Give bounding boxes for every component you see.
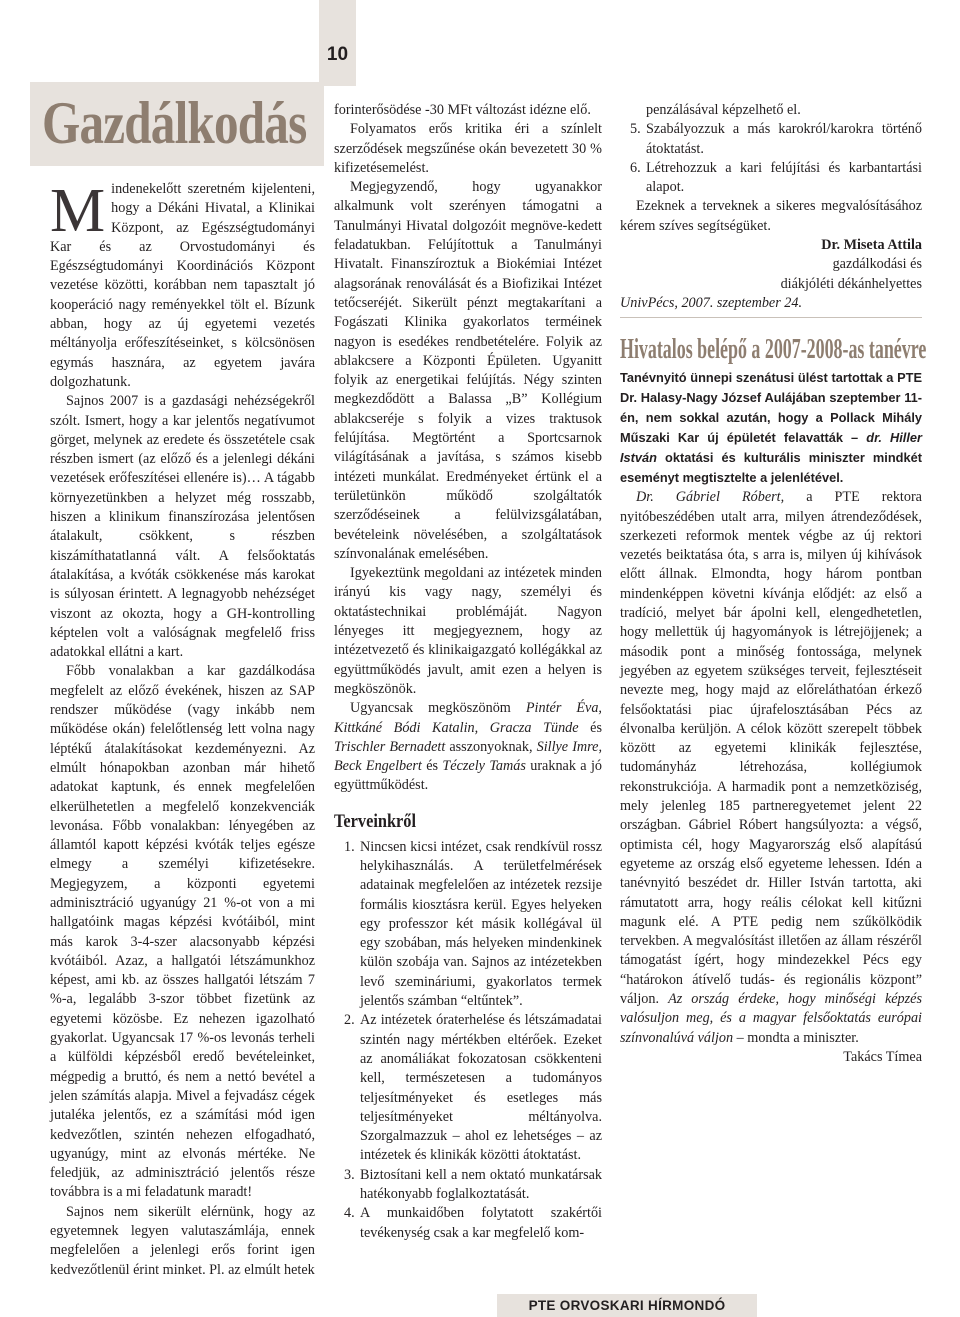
acknowledgement-paragraph: Ugyancsak megköszönöm Pintér Éva, Kittkáné Bódi Katalin, Gracza Tünde és Trischler Bernadett asszonyoknak, Sillye Imre, Beck Engelbert és Téczely Tamás uraknak a jó együttműködést. (334, 700, 602, 794)
article-dateline: UnivPécs, 2007. szeptember 24. (620, 294, 803, 311)
closing-paragraph: Ezeknek a terveknek a sikeres megvalósításához kérem szíves segítségüket. (620, 198, 922, 234)
section-title-box (30, 82, 324, 166)
intro-paragraph: Mindenekelőtt szeretném kijelenteni, hogy a Dékáni Hivatal, a Klinikai Központ, az Egészségtudományi Kar és az Orvostudományi és Egészségtudományi Koordinációs Központ vezetése közötti, korábban nem tapasztalt jó kooperáció nagy reményekkel tölt el. Bízunk abban, hogy az új egyetemi vezetés méltányolja erőfeszítéseinket, s kölcsönösen egymás hasznára, az egyetem javára dolgozhatunk. (50, 177, 315, 390)
plan-item: 5. Szabályozzuk a más karokról/karokra történő átoktatást. (630, 121, 922, 157)
plans-heading: Terveinkről (334, 810, 417, 832)
plan-item: 6. Létrehozzuk a kari felújítási és karbantartási alapot. (630, 159, 922, 196)
paragraph: Megjegyzendő, hogy ugyanakkor alkalmunk volt szerényen támogatni a Tanulmányi Hivatal dolgozóit megnöve-kedett feladatukban. Felújítottuk a Tanulmányi Hivatalt. Finanszíroztuk a Biokémiai Intézet alagsorának renoválását és a Biofizikai Intézet tetőcseréjét. Sikerült pénzt megtakarítani a Fogászati Klinika gyakorlatos terméinek nagyon is esedékes rendbetételére. Folyik az ablakcsere a Központi Épületen. Ugyanitt folyik az energetikai felújítás. Négy szinten megkezdődött a Balassa „B” Kollégium ablakcseréje s folyik a vizes traktusok felújítása. Megtörtént a Sportcsarnok világításának a javítása, s számos kisebb intézeti munkálat. Eredményeket értünk el a területünkön működő szolgáltatók szerződéseinek a felülvizsgálatában, bevételeink növelésében, a szolgáltatások színvonalának emelésében. (334, 179, 602, 562)
publication-footer: PTE ORVOSKARI HÍRMONDÓ (497, 1294, 757, 1317)
paragraph: Igyekeztünk megoldani az intézetek minden irányú kis vagy nagy, személyi és oktatástechnikai problémáját. Nagyon lényeges itt megjegyeznem, hogy az intézetvezető és klinikaigazgató kollégákkal az együttműködés javult, amit ezen a helyen is megköszönök. (334, 565, 602, 697)
column-1 (50, 177, 315, 1280)
divider (620, 317, 922, 318)
section-title: Gazdálkodás (42, 90, 307, 156)
article-author: Takács Tímea (843, 1048, 922, 1065)
plan-item: 3. Biztosítani kell a nem oktató munkatársak hatékonyabb foglalkoztatását. (344, 1166, 602, 1203)
signature-role: gazdálkodási és (832, 256, 922, 273)
paragraph: Sajnos 2007 is a gazdasági nehézségekről szólt. Ismert, hogy a kar jelentős negatívumot görget, melynek az eredete és összetétele csak részben ismert (az előző és a jelenlegi dékáni vezetések erőfeszítései ellenére is)… A tágabb környezetünkben a helyzet még rosszabb, hiszen a klinikum finanszírozása jelentősen átalakult, csökkent, s részben kiszámíthatatlanná vált. A felsőoktatás átalakítása, a kvóták csökkenése más karokat is súlyosan érintett. A legnagyobb nehézséget viszont az okozta, hogy a GH-kontrolling képtelen volt a valóságnak megfelelő friss adatokkal ellátni a kart. (50, 393, 315, 661)
plan-item: 1. Nincsen kicsi intézet, csak rendkívül rossz helykihasználás. A területfelmérések adatainak megfelelően az intézetek rezsije formális kiosztásra kerül. Egyes helyeken egy professzor két másik kollégával ül egy szobában, más helyeken mindenkinek külön szobája van. Sajnos az intézetekben levő szemináriumi, gyakorlatos termek jelentős számban “eltűntek”. (344, 838, 602, 1010)
article-title: Hivatalos belépő a 2007-2008-as tanévre (620, 334, 927, 366)
signature-name: Dr. Miseta Attila (821, 237, 922, 254)
page-number-tab (319, 0, 356, 86)
plan-item: 2. Az intézetek óraterhelése és létszámadatai szintén nagy mértékben eltérőek. Ezeket az anomáliákat fokozatosan csökkenteni kell, természetesen a tudományos teljesítményeket és esetleges más teljesítményeket méltányolva. Szorgalmazzuk – ahol ez lehetséges – az intézetek és klinikák közötti átoktatást. (344, 1012, 602, 1164)
column-2 (334, 101, 602, 1243)
plans-list (334, 838, 602, 1243)
plan-item-continued: penzálásával képzelhető el. (646, 102, 801, 118)
paragraph: Főbb vonalakban a kar gazdálkodása megfelelt az előző évekének, hiszen az SAP rendszer működése (vagy inkább nem működése okán) felelőtlenség lett volna nagy léptékű átalakításokat kezdeményezni. Az elmúlt hónapokban azonban már hihető adatokat kaptunk, és ennek megfelelően elkerülhetetlen a megfelelő konzekvenciák levonása. Főbb vonalakban: lényegében az államtól kapott képzési kvóták teljes egésze elmegy a személyi kifizetésekre. Megjegyzem, a központi egyetemi adminisztráció ugyanúgy 21 %-ot von a mi hallgatóink magas képzési kvótáiból, mint más karok 3-4-szer alacsonyabb képzési kvótáiból. Azaz, a hallgatói létszámunkhoz képest, ami kb. az összes hallgatói létszám 7 %-a, legalább 3-szor többet fizetünk az egyetemi közösbe. Ez nehezen igazolható gyakorlat. Ugyancsak 17 %-os levonás terheli a külföldi képzésből eredő bevételeinket, mégpedig a bruttó, és nem a nettó bevétel a jelen számítás alapja. Mivel a fejvadász cégek jutaléka jelentős, ez a számítási mód igen kedvezőtlen, szintén nehezen elfogadható, ugyanúgy, mint az elvonás mértéke. Ne feledjük, az adminisztráció jelentős része továbbra is a mi feladatunk maradt! (50, 663, 315, 1201)
paragraph: Sajnos nem sikerült elérnünk, hogy az egyetemnek legyen valutaszámlája, ennek megfelelően a jelenlegi erős forint igen kedvezőtlenül érint minket. Pl. az elmúlt hetek (50, 1203, 315, 1278)
plans-list-continued (620, 101, 922, 197)
paragraph: forinterősödése -30 MFt változást idézne elő. (334, 102, 591, 118)
drop-cap: M (50, 177, 106, 245)
paragraph: Folyamatos erős kritika éri a színlelt szerződések megszűnése okán bevezetett 30 % kifizetésemelést. (334, 121, 602, 176)
article-body: Dr. Gábriel Róbert, a PTE rektora nyitóbeszédében utalt arra, milyen átrendeződések, szerkezeti reformok mentek végbe az új rektori vezetés beiktatása óta, s arra is, milyen új kihívások előtt állnak. Elmondta, hogy három pontban mindenképpen követni kívánja elődjét: az első a tradíció, melyet bár ápolni kell, elengedhetetlen, hogy mellettük új hagyományok is létrejöjjenek; a második pont a minőség fontossága, melynek jegyében az egyetem szükséges terveit, fejlesztéseit nevezte meg, hogy majd az előreláthatóan érkező felsőoktatási piac újrafelosztásában Pécs az élvonalba kerüljön. A célok között szerepelt többek között az egyetemi klinikák fejlesztése, tudományház létrehozása, kollégiumok rekonstrukciója. A harmadik pont a nemzetköziség, mely jelenleg 185 partneregyetemet jelent 22 országban. Gábriel Róbert hangsúlyozta: a végső, optimista cél, hogy Magyarország első alapítású egyeteme az ország első egyeteme lehessen. Idén a tanévnyitó beszédet dr. Hiller István tartotta, aki rámutatott arra, hogy reális célokat kell kitűzni magunk elé. A PTE pedig nem szűkölködik tervekben. A megvalósítást illetően az állam részéről támogatást ígért, hogy mindezekkel Pécs egy “határokon átívelő tudás- és regionális központ” váljon. Az ország érdeke, hogy minőségi képzés valósuljon meg, és a magyar felsőoktatás európai színvonalúvá váljon – mondta a miniszter. (620, 489, 922, 1046)
page-number: 10 (326, 44, 349, 65)
signature-role: diákjóléti dékánhelyettes (780, 275, 922, 292)
plan-item: 4. A munkaidőben folytatott szakértői tevékenység csak a kar megfelelő kom- (344, 1205, 602, 1241)
article-lead: Tanévnyitó ünnepi szenátusi ülést tartottak a PTE Dr. Halasy-Nagy József Aulájában szeptember 11-én, nem sokkal azután, hogy a Pollack Mihály Műszaki Kar új épületét felavatták – dr. Hiller István oktatási és kulturális miniszter mindkét eseményt megtisztelte a jelenlétével. (620, 370, 922, 486)
column-3 (620, 101, 927, 1067)
